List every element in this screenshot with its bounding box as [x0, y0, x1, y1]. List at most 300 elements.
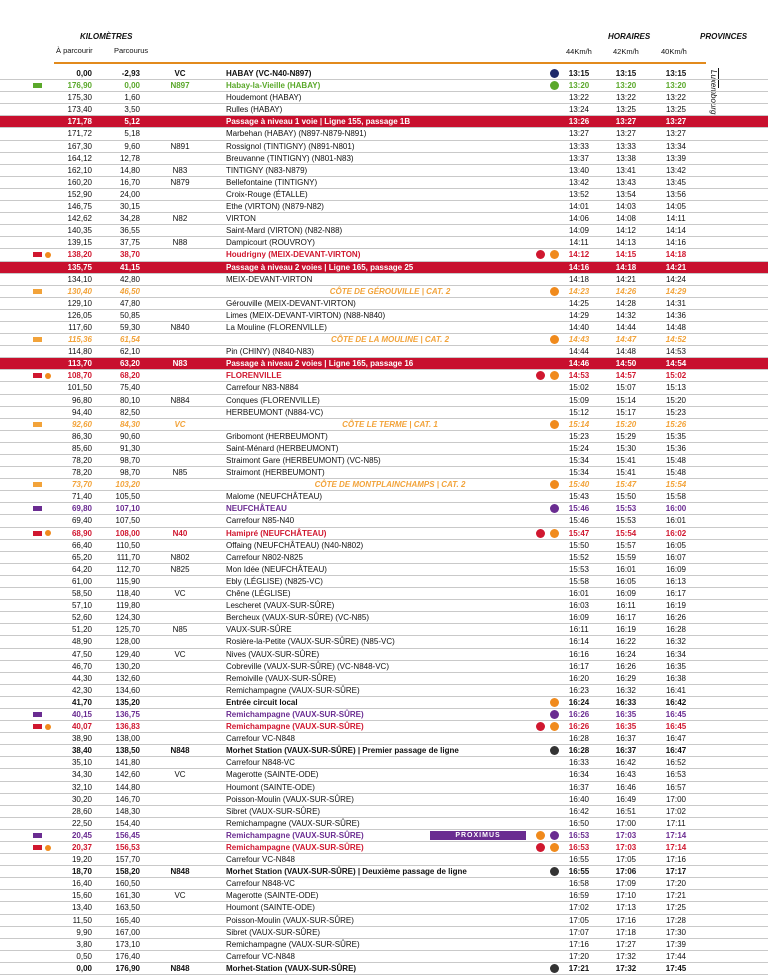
- km-covered-cell: 129,40: [115, 649, 140, 659]
- time-42-cell: 17:09: [615, 879, 637, 889]
- time-44-cell: 16:16: [568, 649, 590, 659]
- time-40-cell: 17:39: [665, 939, 687, 949]
- time-40-cell: 15:54: [665, 480, 687, 490]
- place-cell: Bellefontaine (TINTIGNY): [226, 177, 318, 187]
- speed-44-heading: 44Km/h: [566, 47, 592, 56]
- km-covered-cell: 110,50: [116, 540, 140, 550]
- place-cell: Carrefour N848-VC: [226, 879, 295, 889]
- km-remaining-cell: 46,70: [71, 661, 92, 671]
- time-40-cell: 15:58: [665, 492, 687, 502]
- time-40-cell: 13:34: [665, 141, 687, 151]
- km-remaining-cell: 47,50: [71, 649, 92, 659]
- place-cell: Croix-Rouge (ÉTALLE): [226, 189, 308, 199]
- km-remaining-cell: 78,20: [71, 456, 92, 465]
- km-covered-cell: 154,40: [115, 818, 140, 828]
- km-covered-cell: 136,75: [115, 709, 140, 719]
- table-row: [0, 104, 768, 116]
- place-cell: Carrefour N85-N40: [226, 516, 295, 526]
- km-remaining-cell: 175,30: [67, 93, 92, 103]
- km-covered-cell: 146,70: [115, 794, 140, 804]
- time-44-cell: 16:01: [568, 589, 590, 599]
- place-cell: Morhet Station (VAUX-SUR-SÛRE) | Deuxième passage de ligne: [226, 867, 467, 877]
- event-icon: [550, 722, 559, 731]
- time-42-cell: 16:37: [615, 746, 637, 756]
- parcourus-heading: Parcourus: [114, 46, 149, 55]
- km-covered-cell: 91,30: [119, 443, 140, 453]
- km-covered-cell: 128,00: [115, 637, 140, 647]
- table-row: [0, 128, 768, 140]
- time-40-cell: 13:56: [665, 189, 687, 199]
- event-icon: [550, 335, 559, 344]
- km-remaining-cell: 51,20: [71, 625, 92, 635]
- itinerary-table: [0, 68, 768, 975]
- place-cell: Poisson-Moulin (VAUX-SUR-SÛRE): [226, 794, 354, 804]
- place-cell: FLORENVILLE: [226, 371, 282, 381]
- table-row: [0, 382, 768, 394]
- time-42-cell: 14:28: [615, 298, 637, 308]
- time-44-cell: 15:34: [568, 468, 590, 478]
- time-44-cell: 15:12: [568, 407, 590, 417]
- time-40-cell: 16:38: [665, 673, 687, 683]
- km-remaining-cell: 162,10: [67, 165, 92, 175]
- time-44-cell: 16:58: [568, 879, 590, 889]
- time-40-cell: 14:36: [665, 310, 687, 320]
- time-40-cell: 13:27: [665, 129, 687, 139]
- km-covered-cell: 135,20: [115, 697, 140, 707]
- time-40-cell: 16:26: [665, 613, 687, 623]
- time-42-cell: 16:19: [615, 625, 637, 635]
- time-42-cell: 16:37: [615, 734, 637, 744]
- time-44-cell: 17:21: [568, 963, 590, 973]
- time-40-cell: 13:27: [665, 117, 687, 127]
- table-row: [0, 769, 768, 781]
- time-44-cell: 14:44: [568, 347, 590, 357]
- marker-dash: [33, 289, 42, 294]
- road-cell: N897: [170, 81, 190, 91]
- time-42-cell: 16:24: [615, 649, 637, 659]
- time-42-cell: 15:14: [615, 395, 637, 405]
- time-44-cell: 13:27: [568, 129, 590, 139]
- time-40-cell: 16:07: [665, 552, 687, 562]
- time-44-cell: 15:50: [568, 540, 590, 550]
- place-cell: Remichampagne (VAUX-SUR-SÛRE): [226, 843, 364, 852]
- marker-dash: [33, 83, 42, 88]
- km-covered-cell: 16,70: [119, 177, 140, 187]
- table-row: [0, 201, 768, 213]
- time-44-cell: 16:28: [568, 734, 590, 744]
- km-remaining-cell: 52,60: [71, 613, 92, 623]
- time-42-cell: 15:17: [615, 407, 637, 417]
- table-row: [0, 673, 768, 685]
- event-icon: [550, 843, 559, 852]
- table-row: [0, 552, 768, 564]
- road-cell: N879: [170, 177, 190, 187]
- km-covered-cell: 136,83: [115, 722, 140, 732]
- time-42-cell: 16:22: [615, 637, 637, 647]
- time-40-cell: 16:17: [665, 589, 687, 599]
- time-42-cell: 14:26: [615, 286, 637, 296]
- km-remaining-cell: 64,20: [71, 564, 92, 574]
- km-covered-cell: 163,50: [115, 903, 140, 913]
- road-cell: VC: [174, 69, 186, 78]
- event-icon: [536, 843, 545, 852]
- time-40-cell: 14:53: [665, 347, 687, 357]
- table-row: [0, 963, 768, 975]
- km-remaining-cell: 65,20: [71, 552, 92, 562]
- time-44-cell: 14:25: [568, 298, 590, 308]
- event-icon: [536, 722, 545, 731]
- time-44-cell: 15:58: [568, 576, 590, 586]
- road-cell: N891: [170, 141, 190, 151]
- time-44-cell: 14:16: [568, 262, 590, 272]
- km-heading: KILOMÈTRES: [80, 32, 133, 41]
- time-44-cell: 15:34: [568, 456, 590, 465]
- time-40-cell: 16:42: [665, 697, 687, 707]
- table-row: [0, 334, 768, 346]
- time-40-cell: 17:17: [665, 867, 687, 877]
- time-42-cell: 15:50: [615, 492, 637, 502]
- place-cell: Conques (FLORENVILLE): [226, 395, 320, 405]
- time-44-cell: 16:09: [568, 613, 590, 623]
- place-cell: TINTIGNY (N83-N879): [226, 165, 308, 175]
- km-remaining-cell: 19,20: [71, 855, 92, 865]
- table-row: [0, 407, 768, 419]
- table-row: [0, 455, 768, 467]
- place-cell: Passage à niveau 2 voies | Ligne 165, passage 25: [226, 262, 414, 272]
- place-cell: Carrefour VC-N848: [226, 734, 295, 744]
- km-covered-cell: 173,10: [115, 939, 140, 949]
- table-row: [0, 237, 768, 249]
- table-row: [0, 540, 768, 552]
- table-row: [0, 528, 768, 540]
- km-remaining-cell: 129,10: [67, 298, 92, 308]
- road-cell: N848: [170, 746, 190, 756]
- event-icon: [536, 371, 545, 380]
- table-row: [0, 467, 768, 479]
- km-remaining-cell: 40,07: [71, 722, 92, 732]
- time-42-cell: 16:05: [615, 576, 637, 586]
- event-icon: [536, 529, 545, 538]
- km-covered-cell: 37,75: [119, 238, 140, 248]
- km-remaining-cell: 115,36: [68, 335, 92, 345]
- place-cell: Poisson-Moulin (VAUX-SUR-SÛRE): [226, 915, 354, 925]
- road-cell: VC: [174, 419, 186, 429]
- time-44-cell: 16:11: [569, 625, 589, 635]
- km-covered-cell: 161,30: [115, 891, 140, 901]
- time-42-cell: 17:32: [615, 963, 637, 973]
- marker-dash: [33, 482, 42, 487]
- event-icon: [550, 867, 559, 876]
- km-covered-cell: 144,80: [115, 782, 140, 792]
- time-40-cell: 16:45: [665, 709, 687, 719]
- km-remaining-cell: 16,40: [71, 879, 92, 889]
- km-covered-cell: 5,18: [124, 129, 140, 139]
- place-cell: Remichampagne (VAUX-SUR-SÛRE): [226, 818, 360, 828]
- time-42-cell: 16:43: [615, 770, 637, 780]
- km-covered-cell: 80,10: [119, 395, 140, 405]
- time-42-cell: 15:53: [615, 516, 637, 526]
- table-row: [0, 709, 768, 721]
- km-covered-cell: 142,60: [115, 770, 140, 780]
- road-cell: N82: [172, 214, 188, 224]
- km-covered-cell: 82,50: [119, 407, 140, 417]
- table-row: [0, 286, 768, 298]
- time-44-cell: 17:16: [568, 939, 590, 949]
- table-row: [0, 68, 768, 80]
- km-covered-cell: 24,00: [119, 189, 140, 199]
- time-44-cell: 14:53: [568, 371, 590, 381]
- place-cell: Passage à niveau 2 voies | Ligne 165, passage 16: [226, 359, 414, 369]
- time-40-cell: 13:25: [665, 105, 687, 115]
- time-44-cell: 14:40: [568, 322, 590, 332]
- km-covered-cell: 125,70: [115, 625, 140, 635]
- time-40-cell: 14:18: [665, 250, 687, 260]
- km-covered-cell: 1,60: [124, 93, 140, 103]
- place-cell: Ebly (LÉGLISE) (N825-VC): [226, 576, 323, 586]
- time-42-cell: 17:03: [615, 830, 637, 840]
- table-row: [0, 721, 768, 733]
- table-row: [0, 636, 768, 648]
- km-covered-cell: 75,40: [119, 383, 140, 393]
- time-42-cell: 17:27: [615, 939, 637, 949]
- time-44-cell: 15:53: [568, 564, 590, 574]
- km-covered-cell: 165,40: [115, 915, 140, 925]
- table-row: [0, 588, 768, 600]
- km-covered-cell: 108,00: [115, 528, 140, 538]
- time-40-cell: 13:45: [665, 177, 687, 187]
- time-40-cell: 16:47: [665, 746, 687, 756]
- km-remaining-cell: 94,40: [71, 407, 92, 417]
- time-40-cell: 16:35: [665, 661, 687, 671]
- time-40-cell: 14:16: [665, 238, 687, 248]
- marker-dash: [33, 337, 42, 342]
- table-row: [0, 274, 768, 286]
- km-remaining-cell: 135,75: [64, 262, 92, 273]
- place-cell: HABAY (VC-N40-N897): [226, 69, 312, 78]
- time-44-cell: 15:40: [568, 480, 590, 490]
- table-row: [0, 262, 768, 274]
- km-covered-cell: 176,90: [115, 963, 140, 973]
- table-row: [0, 92, 768, 104]
- time-42-cell: 17:10: [615, 891, 637, 901]
- table-row: [0, 733, 768, 745]
- marker-dot: [45, 252, 51, 258]
- speed-40-heading: 40Km/h: [661, 47, 687, 56]
- place-cell: Morhet Station (VAUX-SUR-SÛRE) | Premier passage de ligne: [226, 746, 459, 756]
- km-remaining-cell: 66,40: [71, 540, 92, 550]
- km-remaining-cell: 3,80: [76, 939, 92, 949]
- time-44-cell: 16:33: [568, 758, 590, 768]
- table-row: [0, 249, 768, 261]
- time-40-cell: 14:29: [665, 286, 687, 296]
- time-40-cell: 17:25: [665, 903, 687, 913]
- time-44-cell: 14:29: [568, 310, 590, 320]
- km-remaining-cell: 28,60: [71, 806, 92, 816]
- marker-dash: [33, 531, 42, 536]
- place-cell: Sibret (VAUX-SUR-SÛRE): [226, 927, 321, 937]
- place-cell: Marbehan (HABAY) (N897-N879-N891): [226, 129, 367, 139]
- time-42-cell: 14:57: [615, 371, 637, 381]
- place-cell: Magerotte (SAINTE-ODE): [226, 770, 319, 780]
- time-42-cell: 14:32: [615, 310, 637, 320]
- time-44-cell: 15:46: [568, 516, 590, 526]
- table-row: [0, 927, 768, 939]
- table-row: [0, 165, 768, 177]
- km-remaining-cell: 171,78: [64, 116, 92, 127]
- event-icon: [550, 480, 559, 489]
- time-44-cell: 16:59: [568, 891, 590, 901]
- time-42-cell: 16:51: [615, 806, 637, 816]
- table-row: [0, 806, 768, 818]
- km-covered-cell: 156,45: [115, 830, 140, 840]
- km-remaining-cell: 40,15: [71, 709, 92, 719]
- time-40-cell: 15:48: [665, 456, 687, 465]
- time-40-cell: 17:44: [665, 951, 687, 961]
- place-cell: Carrefour VC-N848: [226, 951, 295, 961]
- provinces-heading: PROVINCES: [700, 32, 748, 41]
- km-remaining-cell: 9,90: [76, 927, 92, 937]
- table-row: [0, 419, 768, 431]
- km-remaining-cell: 61,00: [71, 576, 92, 586]
- km-remaining-cell: 0,00: [76, 69, 92, 78]
- time-40-cell: 15:20: [665, 395, 687, 405]
- place-cell: CÔTE DE LA MOULINE | CAT. 2: [330, 335, 450, 345]
- event-icon: [550, 746, 559, 755]
- road-cell: N848: [170, 867, 190, 877]
- time-40-cell: 16:34: [665, 649, 687, 659]
- place-cell: Carrefour N83-N884: [226, 383, 299, 393]
- time-44-cell: 16:53: [568, 843, 590, 852]
- time-42-cell: 14:15: [615, 250, 637, 260]
- time-40-cell: 15:35: [665, 431, 687, 441]
- time-42-cell: 16:26: [615, 661, 637, 671]
- time-44-cell: 15:43: [568, 492, 590, 502]
- place-cell: VIRTON: [226, 214, 256, 224]
- time-40-cell: 17:00: [665, 794, 687, 804]
- km-covered-cell: 59,30: [119, 322, 140, 332]
- place-cell: Remichampagne (VAUX-SUR-SÛRE): [226, 722, 364, 732]
- km-covered-cell: 3,50: [124, 105, 140, 115]
- km-remaining-cell: 130,40: [67, 286, 92, 296]
- time-42-cell: 14:08: [615, 214, 637, 224]
- time-40-cell: 16:41: [665, 685, 687, 695]
- road-cell: N85: [172, 625, 188, 635]
- table-row: [0, 358, 768, 370]
- road-cell: N840: [170, 322, 190, 332]
- km-covered-cell: 107,50: [115, 516, 140, 526]
- time-44-cell: 16:40: [568, 794, 590, 804]
- time-42-cell: 15:41: [615, 468, 637, 478]
- place-cell: Bercheux (VAUX-SUR-SÛRE) (VC-N85): [226, 613, 369, 623]
- time-44-cell: 16:26: [568, 722, 590, 732]
- time-42-cell: 13:27: [615, 129, 637, 139]
- km-covered-cell: 158,20: [115, 867, 140, 877]
- time-44-cell: 15:47: [568, 528, 590, 538]
- table-row: [0, 225, 768, 237]
- km-covered-cell: 157,70: [115, 855, 140, 865]
- table-row: [0, 370, 768, 382]
- place-cell: Passage à niveau 1 voie | Ligne 155, passage 1B: [226, 117, 411, 127]
- table-row: [0, 685, 768, 697]
- table-row: [0, 177, 768, 189]
- time-40-cell: 17:11: [666, 818, 686, 828]
- road-cell: N88: [172, 238, 188, 248]
- km-remaining-cell: 32,10: [71, 782, 92, 792]
- time-42-cell: 14:21: [615, 274, 637, 284]
- table-row: [0, 649, 768, 661]
- place-cell: VAUX-SUR-SÛRE: [226, 625, 292, 635]
- time-42-cell: 16:35: [615, 722, 637, 732]
- time-44-cell: 16:55: [568, 867, 590, 877]
- time-40-cell: 17:30: [665, 927, 687, 937]
- km-covered-cell: 134,60: [115, 685, 140, 695]
- time-44-cell: 17:05: [568, 915, 590, 925]
- time-44-cell: 15:14: [568, 419, 590, 429]
- time-44-cell: 17:20: [568, 951, 590, 961]
- km-covered-cell: 12,78: [119, 153, 140, 163]
- time-42-cell: 16:11: [616, 601, 636, 611]
- km-covered-cell: 90,60: [119, 431, 140, 441]
- place-cell: Houdemont (HABAY): [226, 93, 302, 103]
- table-row: [0, 576, 768, 588]
- time-42-cell: 16:09: [615, 589, 637, 599]
- km-remaining-cell: 15,60: [71, 891, 92, 901]
- place-cell: Hamipré (NEUFCHÂTEAU): [226, 528, 327, 538]
- place-cell: CÔTE DE GÉROUVILLE | CAT. 2: [329, 286, 451, 296]
- table-row: [0, 346, 768, 358]
- km-remaining-cell: 114,80: [68, 347, 92, 357]
- km-remaining-cell: 13,40: [71, 903, 92, 913]
- time-44-cell: 13:24: [568, 105, 590, 115]
- time-42-cell: 15:59: [615, 552, 637, 562]
- km-covered-cell: 176,40: [115, 951, 140, 961]
- place-cell: Carrefour N848-VC: [226, 758, 295, 768]
- place-cell: Houmont (SAINTE-ODE): [226, 782, 315, 792]
- place-cell: Rosière-la-Petite (VAUX-SUR-SÛRE) (N85-VC): [226, 637, 395, 647]
- km-remaining-cell: 20,45: [71, 830, 92, 840]
- time-42-cell: 15:07: [615, 383, 637, 393]
- table-row: [0, 854, 768, 866]
- table-row: [0, 395, 768, 407]
- event-icon: [550, 831, 559, 840]
- event-icon: [550, 710, 559, 719]
- event-icon: [550, 529, 559, 538]
- km-remaining-cell: 92,60: [71, 419, 92, 429]
- km-covered-cell: 14,80: [119, 165, 140, 175]
- km-remaining-cell: 117,60: [68, 322, 92, 332]
- header-rule: [54, 62, 706, 64]
- km-remaining-cell: 173,40: [67, 105, 92, 115]
- table-row: [0, 310, 768, 322]
- time-40-cell: 17:45: [665, 963, 687, 973]
- time-42-cell: 16:29: [615, 673, 637, 683]
- place-cell: Houdrigny (MEIX-DEVANT-VIRTON): [226, 250, 361, 260]
- km-remaining-cell: 85,60: [71, 443, 92, 453]
- table-row: [0, 697, 768, 709]
- time-44-cell: 15:24: [568, 443, 590, 453]
- km-covered-cell: 34,28: [119, 214, 140, 224]
- time-40-cell: 17:16: [665, 855, 687, 865]
- horaires-heading: HORAIRES: [608, 32, 651, 41]
- table-row: [0, 612, 768, 624]
- marker-dash: [33, 506, 42, 511]
- km-covered-cell: 9,60: [124, 141, 140, 151]
- place-cell: Houmont (SAINTE-ODE): [226, 903, 315, 913]
- time-42-cell: 17:06: [615, 867, 637, 877]
- place-cell: Magerotte (SAINTE-ODE): [226, 891, 319, 901]
- event-icon: [550, 250, 559, 259]
- km-remaining-cell: 152,90: [67, 189, 92, 199]
